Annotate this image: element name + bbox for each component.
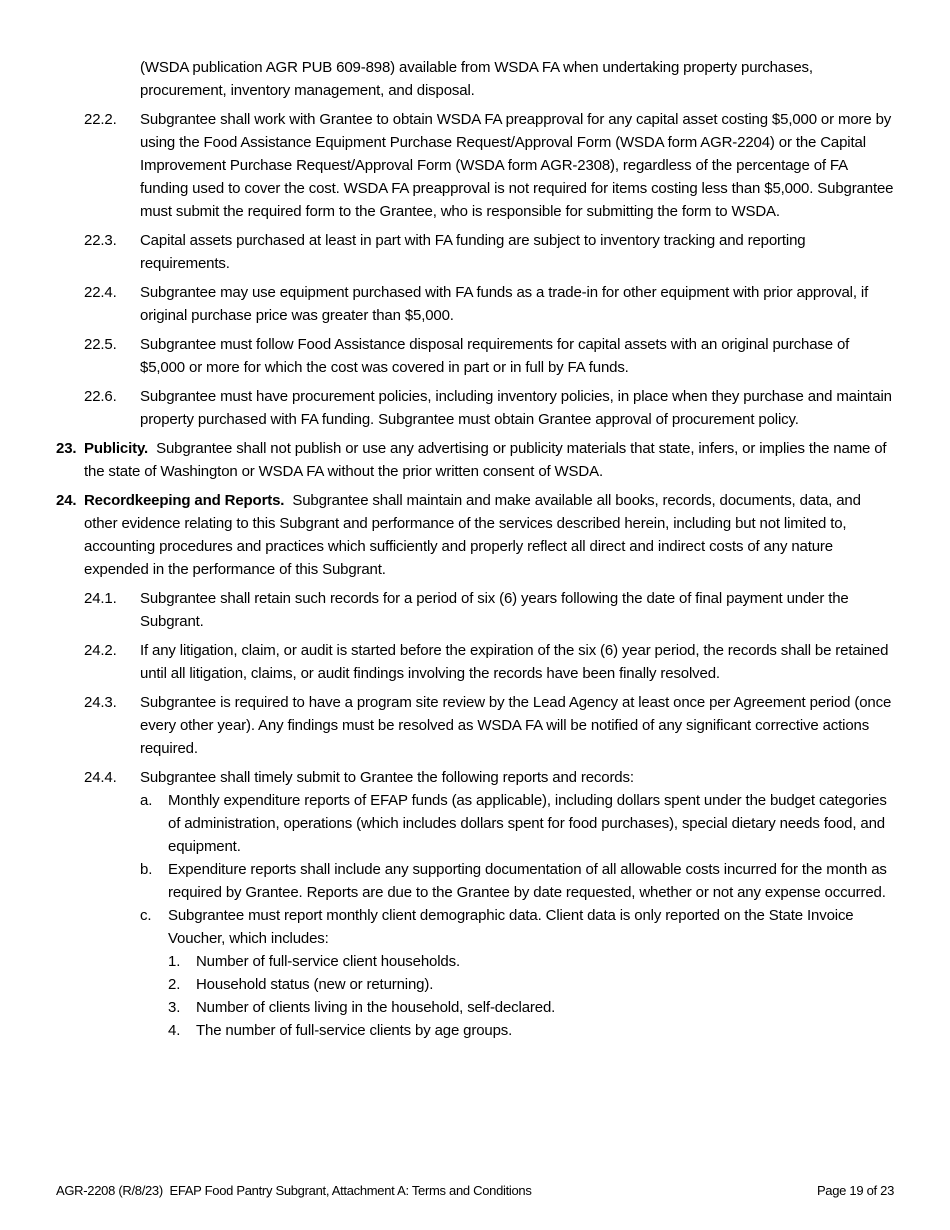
list-number: 3. [168,999,181,1016]
section-text [84,489,896,581]
clause-22-6 [0,385,950,431]
list-item-b [0,858,950,904]
clause-text: Subgrantee shall work with Grantee to obtain WSDA FA preapproval for any capital asset costing $5,000 or more by using the Food Assistance Equipment Purchase Request/Approval Form (WSDA form AGR-2204) or the Capital Improvement Purchase Request/Approval Form (WSDA form AGR-2308), regardless of the percentage of FA funding used to cover the cost. WSDA FA preapproval is not required for items costing less than $5,000. Subgrantee must submit the required form to the Grantee, who is responsible for submitting the form to WSDA. [140,111,894,220]
list-text: Number of clients living in the household, self-declared. [196,999,556,1016]
clause-number: 22.5. [84,336,117,353]
list-item-1 [0,950,950,973]
list-text: The number of full-service clients by age groups. [196,1022,513,1039]
clause-text: Subgrantee shall retain such records for a period of six (6) years following the date of final payment under the Subgrant. [140,590,849,630]
clause-number: 22.3. [84,232,117,249]
footer-document-title: AGR-2208 (R/8/23) EFAP Food Pantry Subgrant, Attachment A: Terms and Conditions [56,1183,532,1198]
section-title: Publicity. [84,440,149,457]
list-item-a [0,789,950,858]
list-text: Monthly expenditure reports of EFAP funds (as applicable), including dollars spent under the budget categories of administration, operations (which includes dollars spent for food purchases), special dietary needs food, and equipment. [168,792,887,855]
clause-text: Subgrantee may use equipment purchased with FA funds as a trade-in for other equipment with prior approval, if original purchase price was greater than $5,000. [140,284,869,324]
list-item-2 [0,973,950,996]
clause-22-4 [0,281,950,327]
list-text: Number of full-service client households. [196,953,460,970]
clause-22-3 [0,229,950,275]
clause-24-2 [0,639,950,685]
list-letter: b. [140,861,153,878]
clause-24-1 [0,587,950,633]
clause-text: Subgrantee shall timely submit to Grantee the following reports and records: [140,769,634,786]
paragraph-continuation: (WSDA publication AGR PUB 609-898) available from WSDA FA when undertaking property purchases, procurement, inventory management, and disposal. [140,59,813,99]
list-letter: c. [140,907,152,924]
clause-number: 24.4. [84,769,117,786]
page-footer [56,1183,894,1198]
list-text: Expenditure reports shall include any supporting documentation of all allowable costs incurred for the month as required by Grantee. Reports are due to the Grantee by date requested, whether or not any expense occurred. [168,861,887,901]
clause-number: 22.6. [84,388,117,405]
list-item-4 [0,1019,950,1042]
clause-number: 22.4. [84,284,117,301]
clause-text: Capital assets purchased at least in part with FA funding are subject to inventory tracking and reporting requirements. [140,232,806,272]
page-number: Page 19 of 23 [816,1183,894,1198]
clause-number: 24.2. [84,642,117,659]
clause-24-3 [0,691,950,760]
section-text [84,437,896,483]
document-page [0,56,950,1042]
clause-text: Subgrantee is required to have a program site review by the Lead Agency at least once per Agreement period (once every other year). Any findings must be resolved as WSDA FA will be notified of any significant corrective actions required. [140,694,892,757]
section-title: Recordkeeping and Reports. [84,492,285,509]
list-number: 2. [168,976,181,993]
list-item-3 [0,996,950,1019]
list-text: Household status (new or returning). [196,976,434,993]
list-number: 4. [168,1022,181,1039]
list-item-c [0,904,950,950]
list-text: Subgrantee must report monthly client demographic data. Client data is only reported on the State Invoice Voucher, which includes: [168,907,854,947]
section-23-publicity [0,437,950,483]
list-number: 1. [168,953,181,970]
clause-number: 24.1. [84,590,117,607]
section-number: 24. [56,492,77,509]
list-letter: a. [140,792,153,809]
clause-text: Subgrantee must follow Food Assistance disposal requirements for capital assets with an original purchase of $5,000 or more for which the cost was covered in part or in full by FA funds. [140,336,850,376]
clause-text: If any litigation, claim, or audit is started before the expiration of the six (6) year period, the records shall be retained until all litigation, claims, or audit findings involving the records have been finally resolved. [140,642,889,682]
clause-text: Subgrantee must have procurement policies, including inventory policies, in place when they purchase and maintain property purchased with FA funding. Subgrantee must obtain Grantee approval of procurement policy. [140,388,892,428]
clause-24-4 [0,766,950,789]
section-24-recordkeeping [0,489,950,581]
clause-number: 22.2. [84,111,117,128]
section-body: Subgrantee shall maintain and make available all books, records, documents, data, and other evidence relating to this Subgrant and performance of the services described herein, including but not limited to, accounting procedures and practices which sufficiently and properly reflect all direct and indirect costs of any nature expended in the performance of this Subgrant. [84,492,865,578]
clause-22-5 [0,333,950,379]
section-body: Subgrantee shall not publish or use any advertising or publicity materials that state, infers, or implies the name of the state of Washington or WSDA FA without the prior written consent of WSDA. [84,440,891,480]
section-number: 23. [56,440,77,457]
clause-22-2 [0,108,950,223]
clause-number: 24.3. [84,694,117,711]
